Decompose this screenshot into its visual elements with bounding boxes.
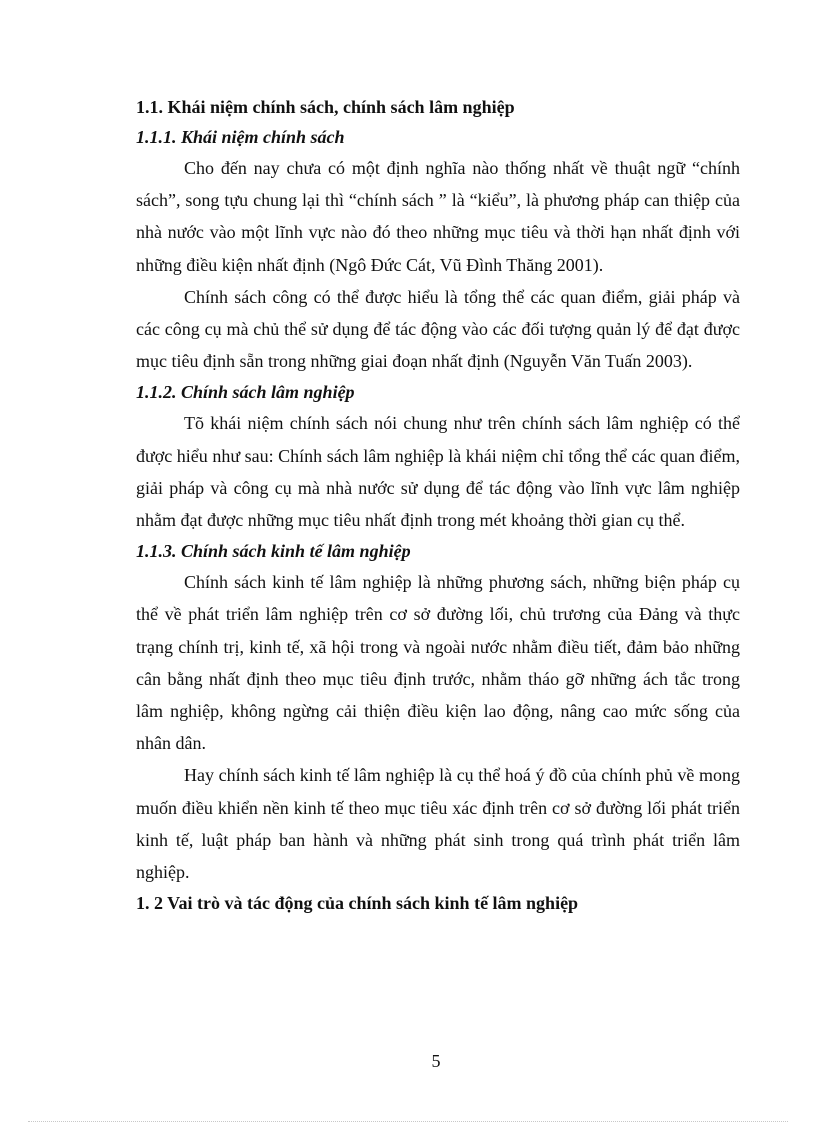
- subsection-heading: 1.1.1. Khái niệm chính sách: [136, 127, 345, 147]
- subsection-heading: 1.1.2. Chính sách lâm nghiệp: [136, 382, 355, 403]
- page-content: [136, 92, 740, 918]
- paragraph: Hay chính sách kinh tế lâm nghiệp là cụ thể hoá ý đồ của chính phủ về mong muốn điều khiển nền kinh tế theo mục tiêu xác định trên cơ sở đường lối phát triển kinh tế, luật pháp ban hành và những phát sinh trong quá trình phát triển lâm nghiệp.: [136, 765, 740, 883]
- paragraph: Chính sách kinh tế lâm nghiệp là những phương sách, những biện pháp cụ thể về phát triển lâm nghiệp trên cơ sở đường lối, chủ trương của Đảng và thực trạng chính trị, kinh tế, xã hội trong và ngoài nước nhằm điều tiết, đảm bảo những cân bằng nhất định theo mục tiêu định trước, nhằm tháo gỡ những ách tắc trong lâm nghiệp, không ngừng cải thiện điều kiện lao động, nâng cao mức sống của nhân dân.: [136, 572, 740, 754]
- paragraph: Cho đến nay chưa có một định nghĩa nào thống nhất về thuật ngữ “chính sách”, song tựu chung lại thì “chính sách ” là “kiểu”, là phương pháp can thiệp của nhà nước vào một lĩnh vực nào đó theo những mục tiêu và thời hạn nhất định với những điều kiện nhất định (Ngô Đức Cát, Vũ Đình Thăng 2001).: [136, 158, 740, 275]
- paragraph: Chính sách công có thể được hiểu là tổng thể các quan điểm, giải pháp và các công cụ mà chủ thể sử dụng để tác động vào các đối tượng quản lý để đạt được mục tiêu định sẵn trong những giai đoạn nhất định (Nguyễn Văn Tuấn 2003).: [136, 286, 740, 372]
- section-heading: 1.1. Khái niệm chính sách, chính sách lâm nghiệp: [136, 97, 515, 117]
- subsection-heading: 1.1.3. Chính sách kinh tế lâm nghiệp: [136, 541, 411, 562]
- section-heading: 1. 2 Vai trò và tác động của chính sách kinh tế lâm nghiệp: [136, 893, 579, 914]
- paragraph: Tõ khái niệm chính sách nói chung như trên chính sách lâm nghiệp có thể được hiểu như sau: Chính sách lâm nghiệp là khái niệm chỉ tổng thể các quan điểm, giải pháp và công cụ mà nhà nước sử dụng để tác động vào lĩnh vực lâm nghiệp nhằm đạt được những mục tiêu nhất định trong mét khoảng thời gian cụ thể.: [136, 413, 740, 531]
- page-number: 5: [431, 1051, 441, 1071]
- page-bottom-divider: [28, 1121, 788, 1122]
